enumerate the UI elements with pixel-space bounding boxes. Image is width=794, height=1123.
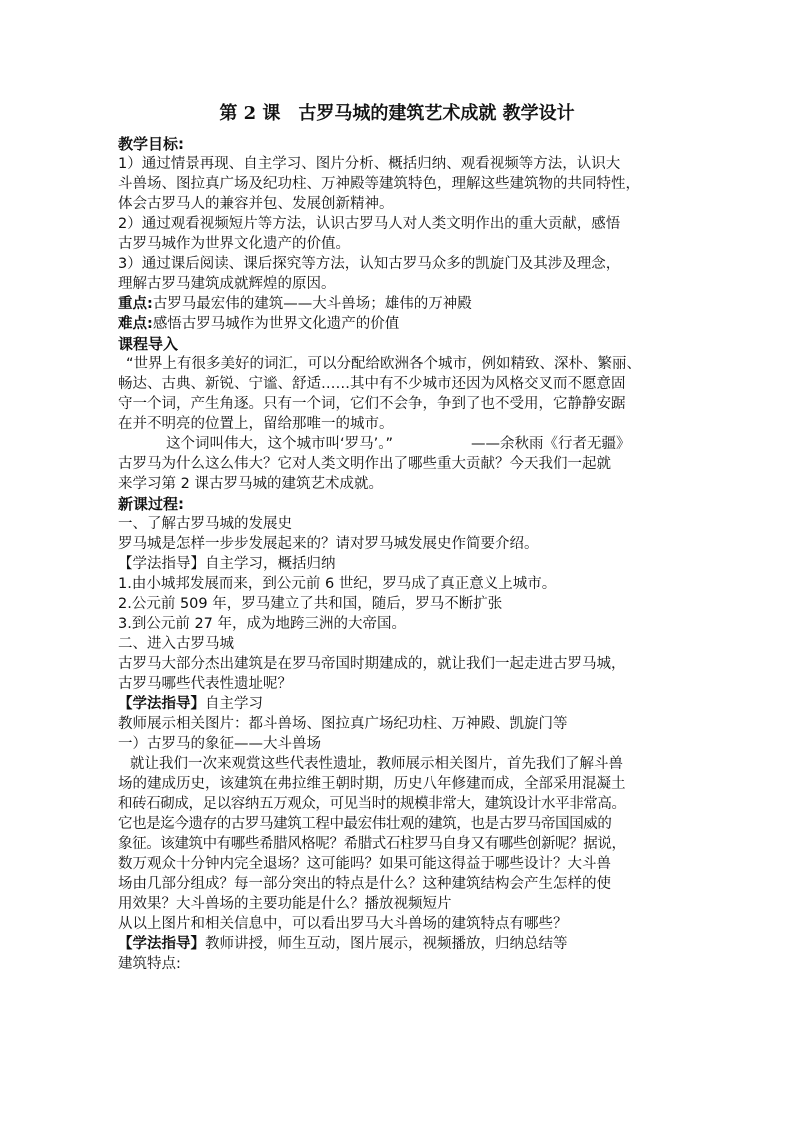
intro-quote-line: 守一个词，产生角逐。只有一个词，它们不会争，争到了也不受用，它静静安踞 <box>118 396 626 412</box>
section2-paragraph-line: 象征。该建筑中有哪些希腊风格呢？希腊式石柱罗马自身又有哪些创新呢？据说， <box>118 836 626 852</box>
section2-paragraph-line: 数万观众十分钟内完全退场？这可能吗？如果可能这得益于哪些设计？大斗兽 <box>118 856 611 872</box>
objective-line: 古罗马城作为世界文化遗产的价值。 <box>118 236 350 252</box>
guide-text: 教师讲授，师生互动，图片展示，视频播放，归纳总结等 <box>205 936 568 952</box>
section1-guide <box>118 554 678 574</box>
section2-guide <box>118 694 678 714</box>
section1-point: 1.由小城邦发展而来，到公元前 6 世纪，罗马成了真正意义上城市。 <box>118 576 557 592</box>
section2-subtitle: 一）古罗马的象征——大斗兽场 <box>118 736 321 752</box>
difficulty-label: 难点: <box>118 316 153 332</box>
intro-quote-end <box>118 434 678 454</box>
objectives-heading: 教学目标: <box>118 135 184 153</box>
section2-paragraph-line: 场由几部分组成？每一部分突出的特点是什么？这种建筑结构会产生怎样的使 <box>118 876 611 892</box>
objective-line: 斗兽场、图拉真广场及纪功柱、万神殿等建筑特色，理解这些建筑物的共同特性， <box>118 176 640 192</box>
objective-line: 理解古罗马建筑成就辉煌的原因。 <box>118 276 336 292</box>
section2-paragraph-line: 场的建成历史，该建筑在弗拉维王朝时期，历史八年修建而成，全部采用混凝土 <box>118 776 626 792</box>
section2-line: 古罗马哪些代表性遗址呢？ <box>118 676 292 692</box>
intro-after-line: 古罗马为什么这么伟大？它对人类文明作出了哪些重大贡献？今天我们一起就 <box>118 456 611 472</box>
guide-text: 自主学习 <box>205 696 263 712</box>
intro-after-line: 来学习第 2 课古罗马城的建筑艺术成就。 <box>118 476 383 492</box>
section2-line: 古罗马大部分杰出建筑是在罗马帝国时期建成的，就让我们一起走进古罗马城， <box>118 656 626 672</box>
key-point <box>118 294 678 314</box>
section2-guide-2 <box>118 934 678 954</box>
section1-question: 罗马城是怎样一步步发展起来的？请对罗马城发展史作简要介绍。 <box>118 536 539 552</box>
guide-label: 【学法指导】 <box>118 696 205 712</box>
section2-paragraph-line: 和砖石砌成，足以容纳五万观众，可见当时的规模非常大，建筑设计水平非常高。 <box>118 796 626 812</box>
key-point-text: 古罗马最宏伟的建筑——大斗兽场；雄伟的万神殿 <box>152 296 472 312</box>
quote-end-text: 这个词叫伟大，这个城市叫‘罗马’。” <box>166 436 393 452</box>
difficulty <box>118 314 678 334</box>
section2-question: 从以上图片和相关信息中，可以看出罗马大斗兽场的建筑特点有哪些？ <box>118 916 568 932</box>
section1-title: 一、了解古罗马城的发展史 <box>118 516 292 532</box>
process-heading: 新课过程: <box>118 495 184 513</box>
section1-point: 2.公元前 509 年，罗马建立了共和国，随后，罗马不断扩张 <box>118 596 503 612</box>
section2-paragraph-line: 用效果？大斗兽场的主要功能是什么？播放视频短片 <box>118 896 452 912</box>
quote-attribution: ——余秋雨《行者无疆》 <box>470 436 631 452</box>
guide-label: 【学法指导】 <box>118 936 205 952</box>
intro-quote-line: “世界上有很多美好的词汇，可以分配给欧洲各个城市，例如精致、深朴、繁丽、 <box>126 356 642 372</box>
document-body <box>118 134 678 974</box>
key-point-label: 重点: <box>118 296 153 312</box>
features-label: 建筑特点: <box>118 956 181 972</box>
section2-show-images: 教师展示相关图片：都斗兽场、图拉真广场纪功柱、万神殿、凯旋门等 <box>118 716 568 732</box>
document-title: 第 2 课 古罗马城的建筑艺术成就 教学设计 <box>219 103 575 124</box>
objective-line: 1）通过情景再现、自主学习、图片分析、概括归纳、观看视频等方法，认识大 <box>118 156 621 172</box>
objective-line: 2）通过观看视频短片等方法，认识古罗马人对人类文明作出的重大贡献，感悟 <box>118 216 621 232</box>
difficulty-text: 感悟古罗马城作为世界文化遗产的价值 <box>152 316 400 332</box>
intro-quote-line: 在并不明亮的位置上，留给那唯一的城市。 <box>118 416 394 432</box>
section1-point: 3.到公元前 27 年，成为地跨三洲的大帝国。 <box>118 616 407 632</box>
section2-paragraph-line: 它也是迄今遗存的古罗马建筑工程中最宏伟壮观的建筑，也是古罗马帝国国威的 <box>118 816 612 832</box>
intro-quote-line: 畅达、古典、新锐、宁谧、舒适……其中有不少城市还因为风格交叉而不愿意固 <box>118 376 626 392</box>
section2-paragraph-line: 就让我们一次来观赏这些代表性遗址，教师展示相关图片，首先我们了解斗兽 <box>130 756 623 772</box>
intro-heading: 课程导入 <box>118 335 179 353</box>
objective-line: 体会古罗马人的兼容并包、发展创新精神。 <box>118 196 394 212</box>
guide-label: 【学法指导】 <box>118 556 205 572</box>
guide-text: 自主学习，概括归纳 <box>205 556 336 572</box>
objective-line: 3）通过课后阅读、课后探究等方法，认知古罗马众多的凯旋门及其涉及理念， <box>118 256 621 272</box>
section2-title: 二、进入古罗马城 <box>118 636 234 652</box>
